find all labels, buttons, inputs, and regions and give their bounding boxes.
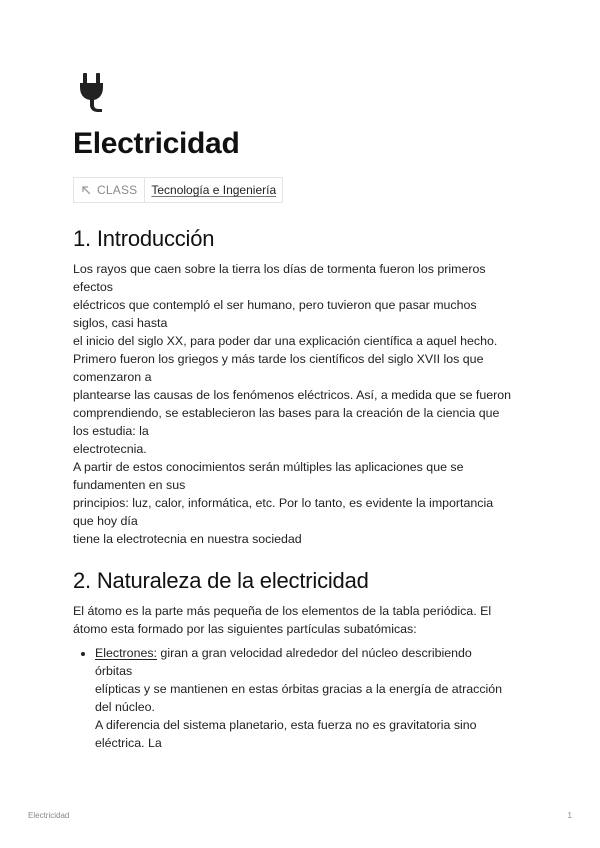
intro-paragraph xyxy=(73,260,533,548)
arrow-up-left-icon xyxy=(81,185,91,195)
text-line: El átomo es la parte más pequeña de los elementos de la tabla periódica. El xyxy=(73,604,492,618)
text-line: siglos, casi hasta xyxy=(73,316,168,330)
footer-title: Electricidad xyxy=(28,811,70,820)
text-line: plantearse las causas de los fenómenos eléctricos. Así, a medida que se fueron xyxy=(73,388,512,402)
text-line: comenzaron a xyxy=(73,370,152,384)
list-item xyxy=(95,644,533,752)
text-line: elípticas y se mantienen en estas órbitas gracias a la energía de atracción xyxy=(95,682,503,696)
bullet-text: giran a gran velocidad alrededor del núcleo describiendo xyxy=(156,646,472,660)
text-line: Primero fueron los griegos y más tarde los científicos del siglo XVII los que xyxy=(73,352,484,366)
page-title: Electricidad xyxy=(73,127,240,160)
text-line: fundamenten en sus xyxy=(73,478,186,492)
bullet-first-line xyxy=(95,644,533,662)
text-line: A partir de estos conocimientos serán múltiples las aplicaciones que se xyxy=(73,460,464,474)
text-line: A diferencia del sistema planetario, esta fuerza no es gravitatoria sino xyxy=(95,718,477,732)
text-line: tiene la electrotecnia en nuestra sociedad xyxy=(73,532,302,546)
text-line: los estudia: la xyxy=(73,424,149,438)
text-line: el inicio del siglo XX, para poder dar una explicación científica a aquel hecho. xyxy=(73,334,498,348)
text-line: eléctrica. La xyxy=(95,736,162,750)
text-line: comprendiendo, se establecieron las bases para la creación de la ciencia que xyxy=(73,406,500,420)
text-line: eléctricos que contempló el ser humano, pero tuvieron que pasar muchos xyxy=(73,298,477,312)
property-value-link[interactable]: Tecnología e Ingeniería xyxy=(151,183,277,197)
property-key xyxy=(74,178,145,202)
text-line: Los rayos que caen sobre la tierra los días de tormenta fueron los primeros xyxy=(73,262,486,276)
section-heading-naturaleza: 2. Naturaleza de la electricidad xyxy=(73,568,369,593)
section-heading-introduccion: 1. Introducción xyxy=(73,226,215,251)
document-page xyxy=(73,72,533,752)
property-key-label: CLASS xyxy=(97,183,138,197)
text-line: que hoy día xyxy=(73,514,138,528)
text-line: órbitas xyxy=(95,664,133,678)
footer-page-number: 1 xyxy=(567,811,572,820)
class-property[interactable] xyxy=(73,177,283,203)
property-value[interactable] xyxy=(145,178,282,202)
text-line: efectos xyxy=(73,280,113,294)
subatomic-particles-list xyxy=(73,644,533,752)
text-line: electrotecnia. xyxy=(73,442,147,456)
text-line: del núcleo. xyxy=(95,700,155,714)
nature-paragraph xyxy=(73,602,533,638)
electric-plug-icon xyxy=(79,72,107,112)
term-electrones: Electrones: xyxy=(95,646,157,660)
text-line: principios: luz, calor, informática, etc. Por lo tanto, es evidente la importancia xyxy=(73,496,494,510)
text-line: átomo esta formado por las siguientes partículas subatómicas: xyxy=(73,622,417,636)
